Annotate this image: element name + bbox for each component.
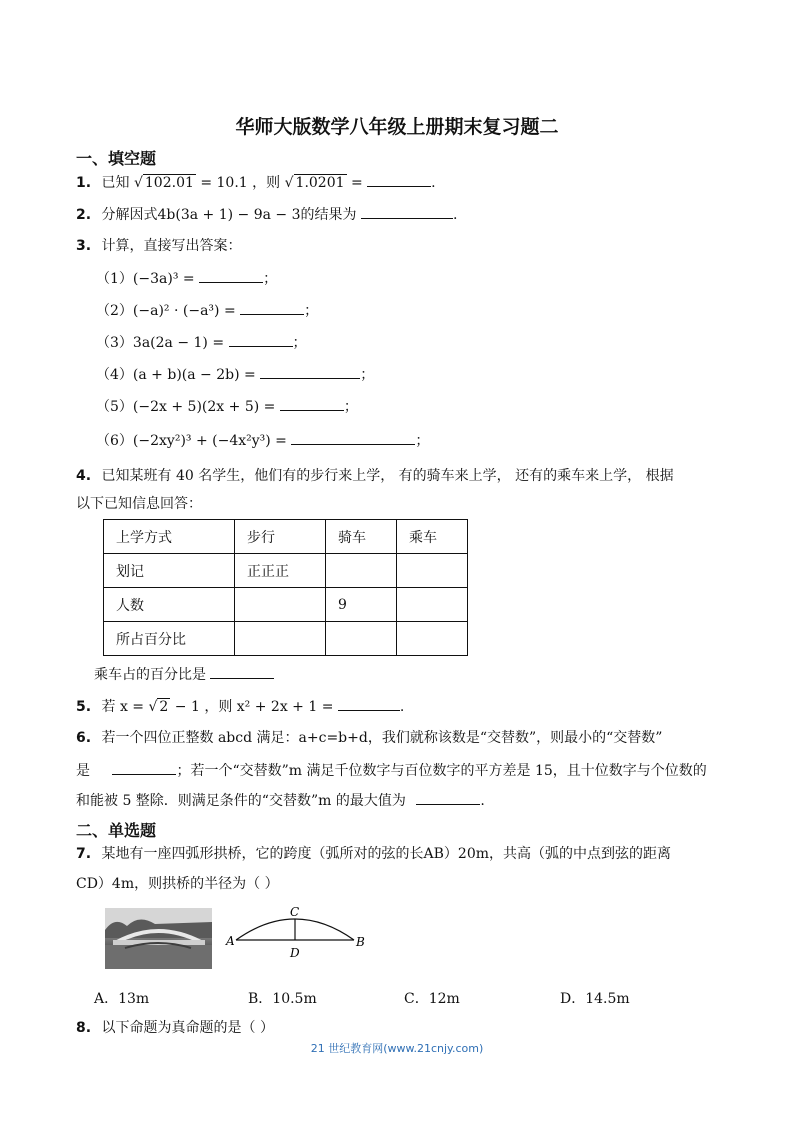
q3-item-5 [96, 396, 358, 417]
question-2 [76, 204, 457, 225]
item-expr: (−3a)³ = [132, 271, 195, 287]
table-cell: 乘车 [397, 520, 468, 554]
question-number: 2. [76, 207, 92, 223]
q6-line-2a: 是 [76, 763, 90, 779]
table-header-row [104, 520, 468, 554]
bridge-photo-art [105, 908, 212, 969]
q8-text: 以下命题为真命题的是（ ） [101, 1020, 274, 1036]
q7-line-2: CD）4m，则拱桥的半径为（ ） [76, 876, 279, 892]
question-number: 5. [76, 699, 92, 715]
item-label: （3） [96, 335, 133, 351]
q3-item-1 [96, 268, 277, 289]
answer-blank[interactable] [229, 332, 293, 347]
answer-blank[interactable] [210, 664, 274, 679]
q6-line-3a: 和能被 5 整除．则满足条件的“交替数”m 的最大值为 [76, 793, 406, 809]
table-row [104, 554, 468, 588]
arch-diagram [224, 904, 370, 962]
question-8 [76, 1018, 274, 1038]
label-d: D [290, 946, 300, 960]
q1-end: . [431, 175, 436, 191]
q5-mid: − 1 ，则 x² + 2x + 1 = [170, 699, 334, 715]
option-a[interactable]: A．13m [94, 991, 150, 1007]
item-expr: (−2xy²)³ + (−4x²y³) = [132, 433, 287, 449]
label-c: C [290, 905, 300, 919]
q3-item-2 [96, 300, 318, 321]
option-c[interactable]: C．12m [404, 991, 460, 1007]
question-1 [76, 172, 436, 193]
table-cell: 人数 [104, 588, 235, 622]
q3-item-3 [96, 332, 307, 353]
item-label: （4） [96, 367, 133, 383]
item-label: （1） [96, 271, 133, 287]
answer-blank[interactable] [240, 300, 304, 315]
table-cell [235, 588, 326, 622]
school-travel-table [103, 519, 468, 656]
question-number: 3. [76, 238, 92, 254]
q4-line-2: 以下已知信息回答： [76, 496, 202, 512]
answer-blank[interactable] [280, 396, 344, 411]
table-cell [235, 622, 326, 656]
sqrt-symbol: √ [284, 175, 294, 191]
option-b[interactable]: B．10.5m [248, 991, 317, 1007]
table-cell: 上学方式 [104, 520, 235, 554]
answer-blank[interactable] [112, 760, 176, 775]
q3-item-6 [96, 430, 429, 451]
item-label: （5） [96, 399, 133, 415]
table-cell [397, 588, 468, 622]
q1-pre: 已知 [101, 175, 130, 191]
item-expr: (a + b)(a − 2b) = [132, 367, 256, 383]
answer-blank[interactable] [416, 790, 480, 805]
answer-blank[interactable] [291, 430, 415, 445]
question-4 [76, 466, 674, 486]
q4-after-text: 乘车占的百分比是 [94, 667, 206, 683]
table-cell: 步行 [235, 520, 326, 554]
label-b: B [356, 935, 365, 949]
q6-line-3 [76, 790, 485, 811]
table-cell [397, 554, 468, 588]
question-number: 4. [76, 468, 92, 484]
answer-blank[interactable] [338, 696, 400, 711]
item-expr: 3a(2a − 1) = [132, 335, 225, 351]
table-cell: 所占百分比 [104, 622, 235, 656]
sqrt-symbol: √ [133, 175, 143, 191]
answer-blank[interactable] [367, 172, 431, 187]
item-expr: (−2x + 5)(2x + 5) = [132, 399, 276, 415]
table-cell: 划记 [104, 554, 235, 588]
section-heading-fill: 一、填空题 [76, 149, 157, 168]
q1-radicand-1: 102.01 [144, 175, 194, 191]
q6-line-3b: . [480, 793, 485, 809]
item-label: （6） [96, 433, 133, 449]
item-end: ； [263, 271, 278, 287]
section-heading-single: 二、单选题 [76, 821, 157, 840]
table-cell: 9 [326, 588, 397, 622]
item-expr: (−a)² · (−a³) = [132, 303, 236, 319]
question-number: 1. [76, 175, 92, 191]
q4-line-1: 已知某班有 40 名学生，他们有的步行来上学， 有的骑车来上学， 还有的乘车来上学， 根据 [101, 468, 674, 484]
q3-item-4 [96, 364, 374, 385]
q1-mid: ，则 [252, 175, 281, 191]
question-number: 8. [76, 1020, 92, 1036]
q1-eq-1: = 10.1 [200, 175, 248, 191]
question-3 [76, 236, 242, 256]
answer-blank[interactable] [199, 268, 263, 283]
q6-line-1: 若一个四位正整数 abcd 满足：a+c=b+d，我们就称该数是“交替数”，则最小的“交替数” [101, 730, 663, 746]
q2-end: . [452, 207, 458, 223]
page-title: 华师大版数学八年级上册期末复习题二 [235, 116, 559, 138]
q3-text: 计算，直接写出答案： [101, 238, 242, 254]
q2-text: 分解因式4b(3a + 1) − 9a − 3的结果为 [101, 207, 357, 223]
q5-end: . [399, 699, 405, 715]
question-7 [76, 844, 671, 864]
sqrt-symbol: √ [148, 699, 158, 715]
table-cell [326, 622, 397, 656]
item-end: ； [415, 433, 430, 449]
item-label: （2） [96, 303, 133, 319]
table-cell: 正正正 [235, 554, 326, 588]
label-a: A [226, 934, 235, 948]
option-d[interactable]: D．14.5m [560, 991, 630, 1007]
question-number: 6. [76, 730, 92, 746]
answer-blank[interactable] [361, 204, 453, 219]
q5-radicand: 2 [159, 699, 169, 715]
question-5 [76, 696, 404, 717]
item-end: ； [304, 303, 319, 319]
table-row [104, 588, 468, 622]
item-end: ； [292, 335, 307, 351]
q1-eq-2: = [350, 175, 363, 191]
table-cell [397, 622, 468, 656]
item-end: ； [343, 399, 358, 415]
q1-radicand-2: 1.0201 [295, 175, 345, 191]
bridge-photo [105, 908, 212, 969]
table-row [104, 622, 468, 656]
question-number: 7. [76, 846, 92, 862]
answer-blank[interactable] [260, 364, 360, 379]
page-footer: 21 世纪教育网(www.21cnjy.com) [310, 1042, 484, 1055]
table-cell: 骑车 [326, 520, 397, 554]
question-6 [76, 728, 662, 748]
q6-line-2b: ；若一个“交替数”m 满足千位数字与百位数字的平方差是 15，且十位数字与个位数的 [176, 763, 707, 779]
table-cell [326, 554, 397, 588]
item-end: ； [360, 367, 375, 383]
q7-line-1: 某地有一座四弧形拱桥，它的跨度（弧所对的弦的长AB）20m，共高（弧的中点到弦的距离 [101, 846, 672, 862]
q6-line-2 [76, 760, 707, 781]
q5-pre: 若 x = [101, 699, 149, 715]
q4-after [94, 664, 274, 685]
